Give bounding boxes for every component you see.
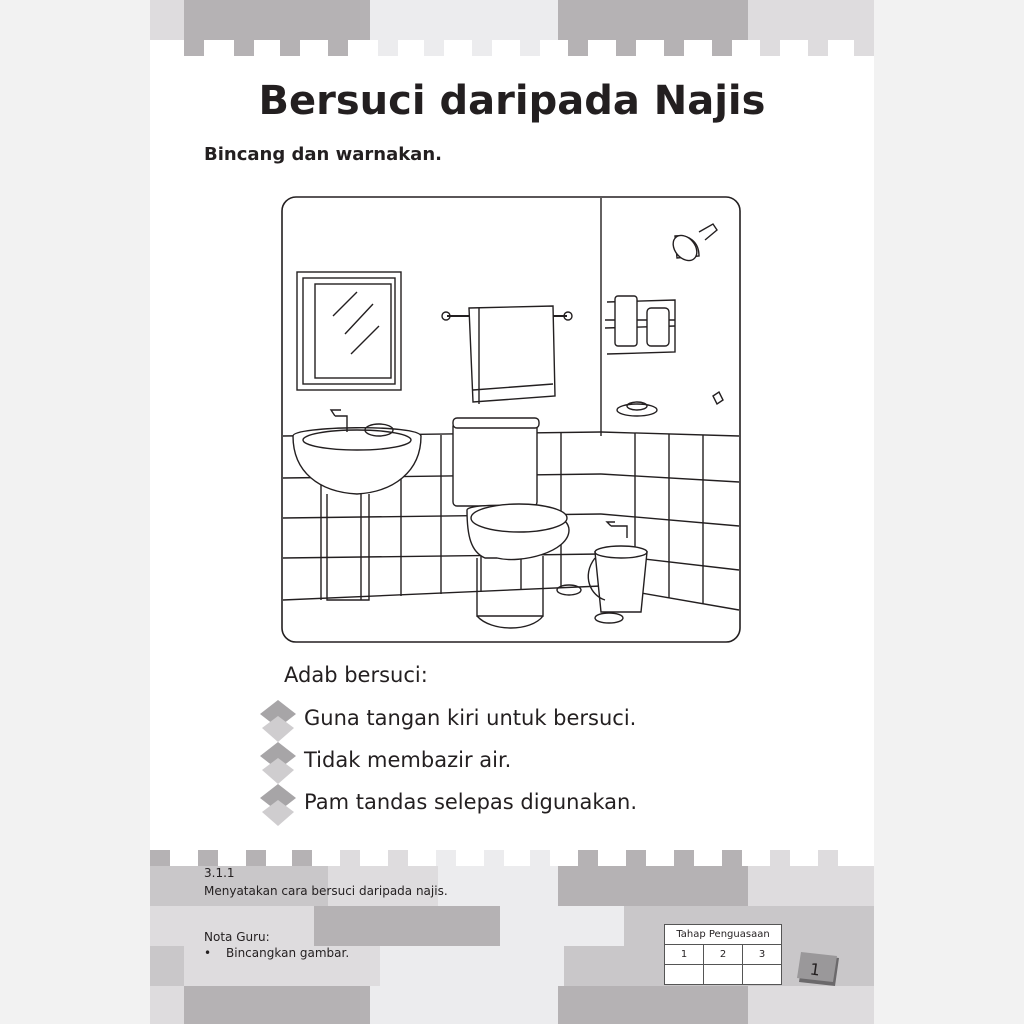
instruction-text: Bincang dan warnakan. [204, 144, 442, 165]
level-1-header: 1 [665, 945, 704, 965]
worksheet-page [150, 0, 874, 1024]
level-2-header: 2 [704, 945, 743, 965]
mastery-level-table [664, 924, 782, 985]
standard-description: Menyatakan cara bersuci daripada najis. [204, 884, 448, 898]
mastery-level-label: Tahap Penguasaan [665, 925, 782, 945]
rule-item [260, 700, 720, 740]
rule-item [260, 784, 720, 824]
level-2-checkbox[interactable] [704, 965, 743, 985]
teacher-note-text: Bincangkan gambar. [226, 946, 350, 960]
level-1-checkbox[interactable] [665, 965, 704, 985]
rule-item [260, 742, 720, 782]
level-3-header: 3 [743, 945, 782, 965]
adab-heading: Adab bersuci: [284, 663, 428, 687]
standard-code: 3.1.1 [204, 866, 235, 880]
diamond-bullet-icon [260, 784, 296, 826]
rule-text: Tidak membazir air. [304, 748, 512, 772]
teacher-note-label: Nota Guru: [204, 930, 270, 944]
bathroom-illustration [281, 196, 741, 643]
page-title: Bersuci daripada Najis [258, 78, 766, 124]
page-number: 1 [808, 959, 822, 980]
level-3-checkbox[interactable] [743, 965, 782, 985]
diamond-bullet-icon [260, 742, 296, 784]
diamond-bullet-icon [260, 700, 296, 742]
bullet-icon: • [204, 946, 212, 960]
rule-text: Guna tangan kiri untuk bersuci. [304, 706, 637, 730]
teacher-note-item [204, 946, 349, 960]
rule-text: Pam tandas selepas digunakan. [304, 790, 638, 814]
